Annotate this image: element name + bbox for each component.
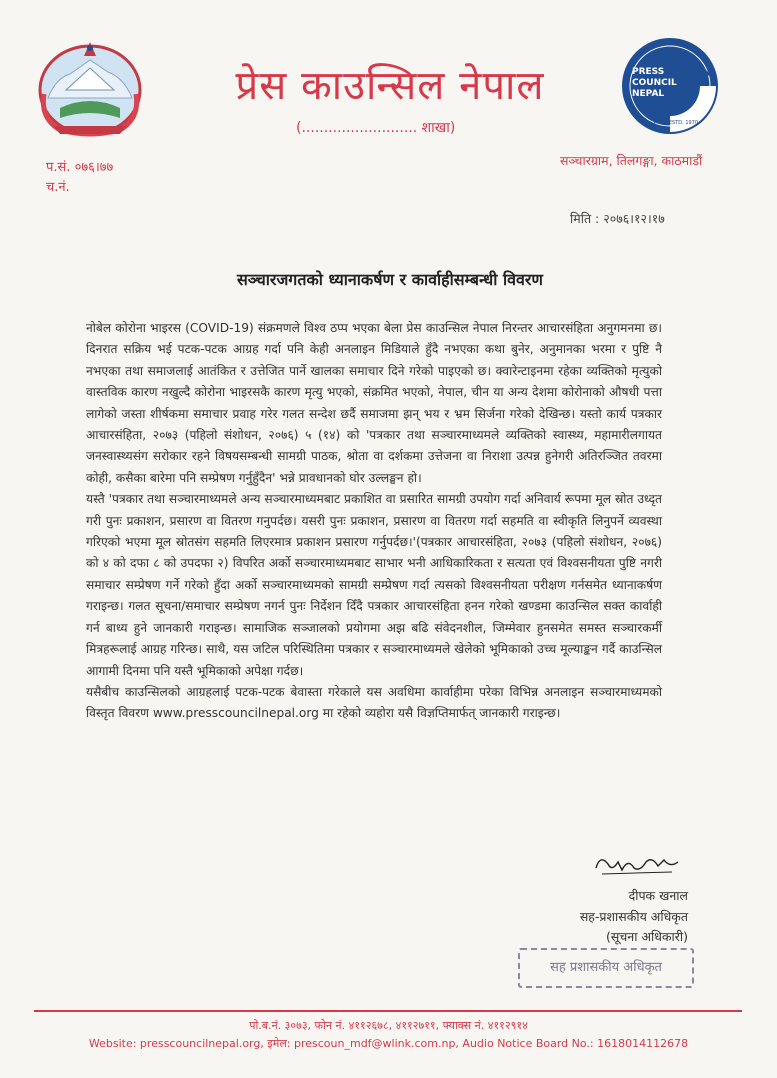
- handwritten-signature: [592, 850, 682, 880]
- section-line: (.......................... शाखा): [296, 120, 456, 136]
- letter-date: मिति : २०७६।१२।१७: [570, 211, 665, 226]
- signer-role: (सूचना अधिकारी): [606, 929, 688, 944]
- official-stamp: सह प्रशासकीय अधिकृत: [518, 948, 694, 988]
- document-heading: सञ्चारजगतको ध्यानाकर्षण र कार्वाहीसम्बन्धी विवरण: [236, 270, 543, 289]
- footer-contact-line: पो.ब.नं. ३०७३, फोन नं. ४११२६७८, ४११२७११, फ्याक्स नं. ४११२९१४: [249, 1019, 528, 1032]
- signer-name: दीपक खनाल: [628, 888, 688, 903]
- logo-est-text: स्था. २०२६ - ESTD. 1970: [644, 120, 699, 126]
- body-paragraph: यस्तै 'पत्रकार तथा सञ्चारमाध्यमले अन्य सञ्चारमाध्यमबाट प्रकाशित वा प्रसारित सामग्री उपयोग गर्दा अनिवार्य रूपमा मूल स्रोत उध्दृत गरी पुनः प्रकाशन, प्रसारण वा वितरण गनुपर्दछ। यसरी पुनः प्रकाशन, प्रसारण वा वितरण गर्दा सहमति वा स्वीकृति लिनुपर्ने व्यवस्था गरिएको भएमा मूल स्रोतसंग सहमति लिएरमात्र प्रकाशन प्रसारण गर्नुपर्दछ।'(पत्रकार आचारसंहिता, २०७३ (पहिलो संशोधन, २०७६) को ४ को दफा ८ को उपदफा २) विपरित अर्को सञ्चारमाध्यमबाट साभार भनी आधिकारिकता र सत्यता एवं विश्वसनीयता पुष्टि नगरी समाचार सम्प्रेषण गर्ने गरेको हुँदा अर्को सञ्चारमाध्यमको सामग्री सम्प्रेषण गर्दा त्यसको विश्वसनीयता परीक्षण गर्नसमेत ध्यानाकर्षण गराइन्छ। गलत सूचना/समाचार सम्प्रेषण नगर्न पुनः निर्देशन दिँदै पत्रकार आचारसंहिता हनन गरेको खण्डमा काउन्सिल सक्त कार्वाही गर्न बाध्य हुने जानकारी गराइन्छ। सामाजिक सञ्जालको प्रयोगमा अझ बढि संवेदनशील, जिम्मेवार हुनसमेत समस्त सञ्चारकर्मी मित्रहरूलाई आग्रह गरिन्छ। साथै, यस जटिल परिस्थितिमा पत्रकार र सञ्चारमाध्यमले खेलेको भूमिकाको उच्च मूल्याङ्कन गर्दै काउन्सिल आगामी दिनमा पनि यस्तै भूमिकाको अपेक्षा गर्दछ।: [86, 492, 662, 678]
- press-council-logo-icon: [620, 36, 720, 136]
- organization-title: प्रेस काउन्सिल नेपाल: [235, 63, 545, 109]
- body-paragraph: नोबेल कोरोना भाइरस (COVID-19) संक्रमणले विश्व ठप्प भएका बेला प्रेस काउन्सिल नेपाल निरन्तर आचारसंहिता अनुगमनमा छ। दिनरात सक्रिय भई पटक-पटक आग्रह गर्दा पनि केही अनलाइन मिडियाले हुँदै नभएका कथा बुनेर, अनुमानका भरमा र पुष्टि नै नभएका तथा समाजलाई आतंकित र उत्तेजित पार्ने खालका समाचार दिने गरेको पाइएको छ। क्वारेन्टाइनमा रहेका व्यक्तिको मृत्युको वास्तविक कारण नखुल्दै कोरोना भाइरसकै कारण मृत्यु भएको, संक्रमित भएको, नेपाल, चीन या अन्य देशमा कोरोनाको औषधी पत्ता लागेको जस्ता शीर्षकमा समाचार प्रवाह गरेर गलत सन्देश छर्दै समाजमा झन् भय र भ्रम सिर्जना गरेको देखिन्छ। यस्तो कार्य पत्रकार आचारसंहिता, २०७३ (पहिलो संशोधन, २०७६) ५ (१४) को 'पत्रकार तथा सञ्चारमाध्यमले व्यक्तिको स्वास्थ्य, महामारीलगायत जनस्वास्थ्यसंग सरोकार रहने विषयसम्बन्धी सामग्री पाठक, श्रोता वा दर्शकमा उत्तेजना वा निराशा उत्पन्न हुनेगरी अतिरञ्जित तवरमा कोही, कसैका बारेमा पनि सम्प्रेषण गर्नुहुँदैन' भन्ने प्रावधानको घोर उल्लङ्घन हो।: [86, 321, 662, 485]
- address: सञ्चारग्राम, तिलगङ्गा, काठमाडौं: [560, 153, 703, 168]
- document-body: [86, 318, 662, 725]
- body-paragraph: यसैबीच काउन्सिलको आग्रहलाई पटक-पटक बेवास्ता गरेकाले यस अवधिमा कार्वाहीमा परेका विभिन्न अनलाइन सञ्चारमाध्यमको विस्तृत विवरण www.presscouncilnepal.org मा रहेको व्यहोरा यसै विज्ञप्तिमार्फत् जानकारी गराइन्छ।: [86, 684, 662, 721]
- logo-text-line-1: PRESS: [632, 67, 665, 77]
- footer-web-line: Website: presscouncilnepal.org, इमेल: prescoun_mdf@wlink.com.np, Audio Notice Board No.: 1618014112678: [88, 1037, 689, 1050]
- logo-text-line-3: NEPAL: [632, 89, 665, 99]
- dispatch-number: च.नं.: [46, 180, 70, 195]
- signer-title: सह-प्रशासकीय अधिकृत: [579, 908, 688, 924]
- nepal-emblem-icon: [36, 38, 144, 138]
- footer-divider: [34, 1010, 742, 1012]
- logo-text-line-2: COUNCIL: [632, 78, 677, 88]
- reference-block: [46, 158, 113, 198]
- reference-number: प.सं. ०७६।७७: [46, 160, 114, 175]
- signer-block: [520, 886, 688, 948]
